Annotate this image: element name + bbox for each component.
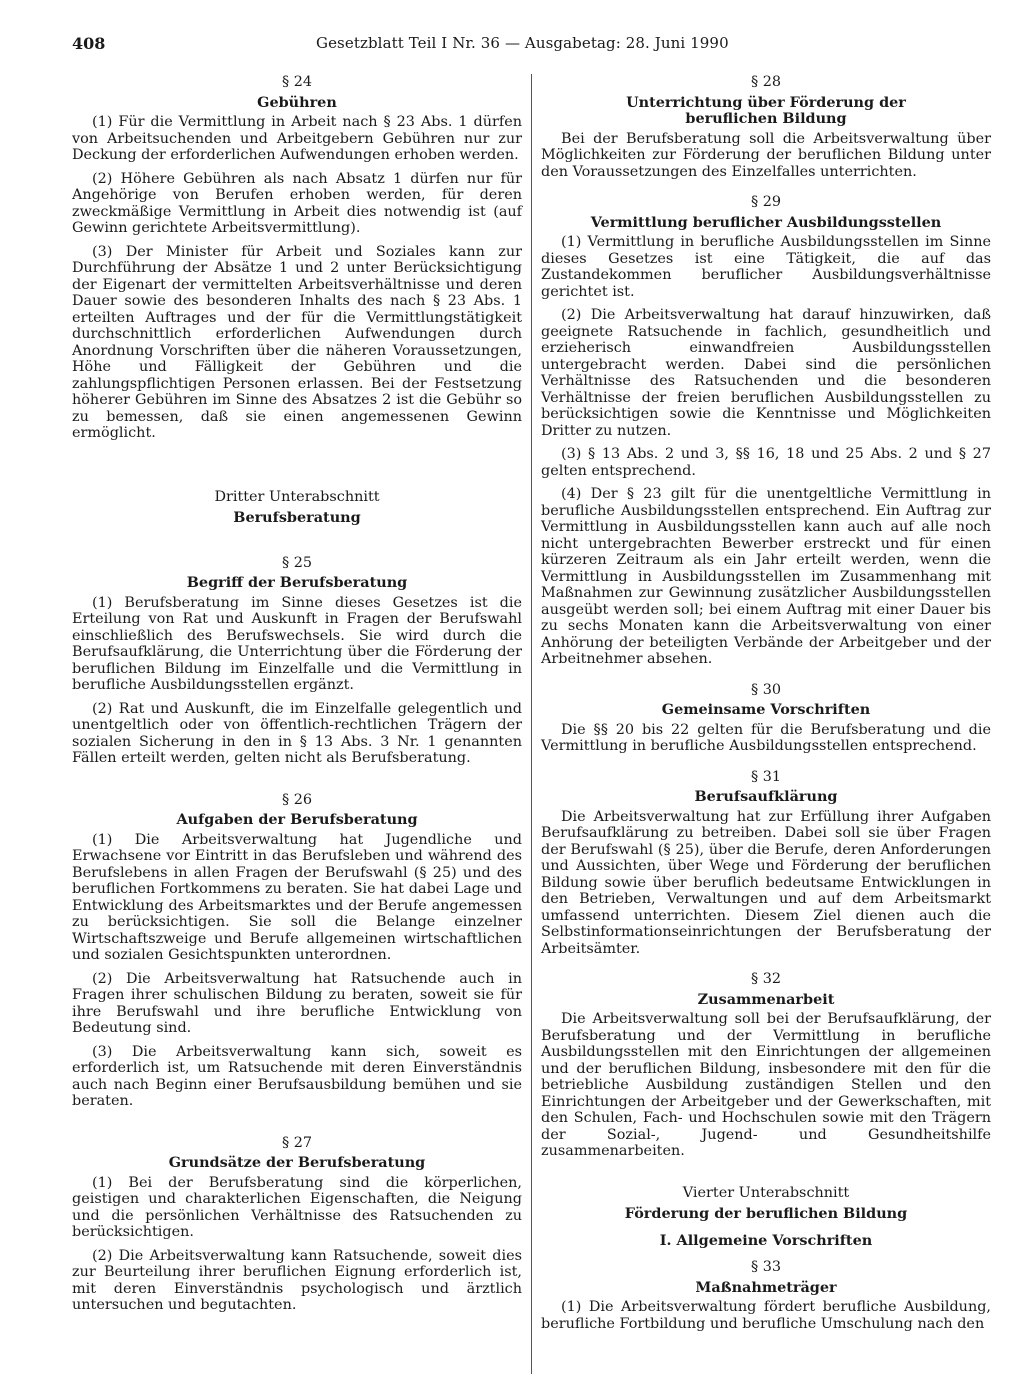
section-number: § 33 <box>750 1259 782 1275</box>
section-24 <box>72 74 522 442</box>
section-30 <box>541 682 991 755</box>
subsection-title: Berufsberatung <box>233 509 361 526</box>
section-number: § 30 <box>750 681 782 698</box>
paragraph: (1) Die Arbeitsverwaltung hat Jugendliche und Erwachsene vor Eintritt in das Berufsleben und während des Berufslebens in allen Fragen der Berufswahl (§ 25) und des beruflichen Fortkommens zu beraten. Sie hat dabei Lage und Entwicklung des Arbeitsmarktes und der Berufe angemessen zu berücksichtigen. Sie soll die Belange einzelner Wirtschaftszweige und Berufe allgemeinen wirtschaftlichen und sozialen Gesichtspunkten unterordnen. <box>72 831 522 963</box>
section-32 <box>541 971 991 1160</box>
subsection-label: Dritter Unterabschnitt <box>214 488 380 505</box>
subsection-heading-4 <box>541 1185 991 1250</box>
left-column <box>72 74 522 1321</box>
section-number: § 24 <box>281 74 313 90</box>
part-title: I. Allgemeine Vorschriften <box>659 1231 873 1249</box>
page-header <box>72 34 1012 56</box>
section-28 <box>541 74 991 180</box>
paragraph: (3) Die Arbeitsverwaltung kann sich, soweit es erforderlich ist, um Ratsuchende mit deren Einverständnis auch nach Beginn einer Berufsausbildung bemühen und sie beraten. <box>72 1043 522 1109</box>
section-27 <box>72 1135 522 1314</box>
section-title: Begriff der Berufsberatung <box>186 574 408 591</box>
paragraph: (1) Berufsberatung im Sinne dieses Gesetzes ist die Erteilung von Rat und Auskunft in Fragen der Berufswahl einschließlich des Berufswechsels. Sie wird durch die Berufsaufklärung, die Unterrichtung über die Förderung der beruflichen Bildung im Einzelfalle und die Vermittlung in berufliche Ausbildungsstellen ergänzt. <box>72 594 522 693</box>
section-25 <box>72 555 522 767</box>
right-column <box>541 74 991 1339</box>
section-number: § 28 <box>750 74 782 90</box>
paragraph: (1) Für die Vermittlung in Arbeit nach § 23 Abs. 1 dürfen von Arbeitsuchenden und Arbeitgebern Gebühren nur zur Deckung der erforderlichen Aufwendungen erhoben werden. <box>72 114 522 163</box>
section-29 <box>541 194 991 668</box>
section-number: § 25 <box>281 554 313 571</box>
section-31 <box>541 769 991 958</box>
paragraph: (1) Die Arbeitsverwaltung fördert berufliche Ausbildung, berufliche Fortbildung und berufliche Umschulung nach den <box>541 1299 991 1332</box>
section-title: Aufgaben der Berufsberatung <box>176 811 418 828</box>
paragraph: Die Arbeitsverwaltung hat zur Erfüllung ihrer Aufgaben Berufsaufklärung zu betreiben. Dabei soll sie über Fragen der Berufswahl (§ 25), über die Berufe, deren Anforderungen und Aussichten, über Wege und Förderung der beruflichen Bildung sowie über beruflich bedeutsame Entwicklungen in den Betrieben, Verwaltungen und auf dem Arbeitsmarkt umfassend unterrichten. Diesem Ziel dienen auch die Selbstinformationseinrichtungen der Berufsberatung der Arbeitsämter. <box>541 808 991 957</box>
paragraph: (2) Die Arbeitsverwaltung hat Ratsuchende auch in Fragen ihrer schulischen Bildung zu beraten, soweit sie für ihre Berufswahl und ihre berufliche Entwicklung von Bedeutung sind. <box>72 970 522 1036</box>
paragraph: (2) Die Arbeitsverwaltung hat darauf hinzuwirken, daß geeignete Ratsuchende in fachlich, gesundheitlich und erzieherisch einwandfreien Ausbildungsstellen untergebracht werden. Dabei sind die persönlichen Verhältnisse des Ratsuchenden und die besonderen Verhältnisse der freien beruflichen Ausbildungsstellen zu berücksichtigen sowie die Kenntnisse und Möglichkeiten Dritter zu nutzen. <box>541 307 991 439</box>
paragraph: (1) Bei der Berufsberatung sind die körperlichen, geistigen und charakterlichen Eigenschaften, die Neigung und die persönlichen Verhältnisse des Ratsuchenden zu berücksichtigen. <box>72 1174 522 1240</box>
section-title: Maßnahmeträger <box>695 1278 837 1296</box>
paragraph: Die Arbeitsverwaltung soll bei der Berufsaufklärung, der Berufsberatung und der Vermittlung in berufliche Ausbildungsstellen mit den Einrichtungen der allgemeinen und der beruflichen Bildung, insbesondere mit den für die betriebliche Ausbildung zuständigen Stellen und den Einrichtungen der Arbeitgeber und der Gewerkschaften, mit den Schulen, Fach- und Hochschulen sowie mit den Trägern der Sozial-, Jugend- und Gesundheitshilfe zusammenarbeiten. <box>541 1011 991 1159</box>
paragraph: (4) Der § 23 gilt für die unentgeltliche Vermittlung in berufliche Ausbildungsstellen entsprechend. Ein Auftrag zur Vermittlung in Ausbildungsstellen kann auch auf alle noch nicht untergebrachten Bewerber erstreckt und für einen kürzeren Zeitraum als ein Jahr erteilt werden, wenn die Vermittlung in Ausbildungsstellen im Zusammenhang mit Maßnahmen zur Gewinnung zusätzlicher Ausbildungsstellen ausgeübt werden soll; bei einem Auftrag mit einer Dauer bis zu sechs Monaten kann die Arbeitsverwaltung von einer Anhörung der beteiligten Verbände der Arbeitgeber und der Arbeitnehmer absehen. <box>541 486 991 667</box>
section-title: Gemeinsame Vorschriften <box>661 701 871 718</box>
section-number: § 32 <box>750 971 782 987</box>
paragraph: (1) Vermittlung in berufliche Ausbildungsstellen im Sinne dieses Gesetzes ist eine Tätigkeit, die auf das Zustandekommen beruflicher Ausbildungsverhältnisse gerichtet ist. <box>541 234 991 300</box>
section-title-line-1: Unterrichtung über Förderung der <box>626 93 906 111</box>
paragraph: (3) § 13 Abs. 2 und 3, §§ 16, 18 und 25 Abs. 2 und § 27 gelten entsprechend. <box>541 446 991 479</box>
section-33 <box>541 1259 991 1332</box>
section-title: Vermittlung beruflicher Ausbildungsstellen <box>590 213 942 231</box>
section-number: § 31 <box>750 768 782 785</box>
section-title: Zusammenarbeit <box>697 990 835 1008</box>
paragraph: (2) Höhere Gebühren als nach Absatz 1 dürfen nur für Angehörige von Berufen erhoben werden, für deren zweckmäßige Vermittlung in Arbeit dies notwendig ist (auf Gewinn gerichtete Arbeitsvermittlung). <box>72 170 522 236</box>
section-number: § 27 <box>281 1134 313 1151</box>
section-title: Berufsaufklärung <box>694 788 838 805</box>
subsection-heading-3 <box>72 489 522 527</box>
subsection-title: Förderung der beruflichen Bildung <box>624 1205 908 1222</box>
section-number: § 29 <box>750 194 782 210</box>
section-26 <box>72 792 522 1110</box>
paragraph: (2) Rat und Auskunft, die im Einzelfalle gelegentlich und unentgeltlich oder von öffentlich-rechtlichen Trägern der sozialen Sicherung in den in § 13 Abs. 3 Nr. 1 genannten Fällen erteilt werden, gelten nicht als Berufsberatung. <box>72 700 522 766</box>
subsection-label: Vierter Unterabschnitt <box>682 1184 850 1201</box>
section-title: Grundsätze der Berufsberatung <box>168 1154 426 1171</box>
paragraph: Die §§ 20 bis 22 gelten für die Berufsberatung und die Vermittlung in berufliche Ausbildungsstellen entsprechend. <box>541 721 991 754</box>
section-title: Gebühren <box>257 93 337 111</box>
gazette-title: Gesetzblatt Teil I Nr. 36 — Ausgabetag: 28. Juni 1990 <box>316 34 729 52</box>
column-divider <box>531 74 532 1374</box>
section-title-line-2: beruflichen Bildung <box>685 110 847 127</box>
paragraph: (2) Die Arbeitsverwaltung kann Ratsuchende, soweit dies zur Beurteilung ihrer beruflichen Eignung erforderlich ist, mit deren Einverständnis psychologisch und ärztlich untersuchen und begutachten. <box>72 1247 522 1313</box>
paragraph: (3) Der Minister für Arbeit und Soziales kann zur Durchführung der Absätze 1 und 2 unter Berücksichtigung der Eigenart der vermittelten Arbeitsverhältnisse und deren Dauer sowie des besonderen Inhalts des nach § 23 Abs. 1 erteilten Auftrages und der für die Vermittlungstätigkeit durchschnittlich erforderlichen Aufwendungen durch Anordnung Vorschriften über die näheren Voraussetzungen, Höhe und Fälligkeit der Gebühren und die zahlungspflichtigen Personen erlassen. Bei der Festsetzung höherer Gebühren im Sinne des Absatzes 2 ist die Gebühr so zu bemessen, daß sie einen angemessenen Gewinn ermöglicht. <box>72 243 522 441</box>
page-number: 408 <box>72 34 106 53</box>
section-number: § 26 <box>281 791 313 808</box>
paragraph: Bei der Berufsberatung soll die Arbeitsverwaltung über Möglichkeiten zur Förderung der beruflichen Bildung unter den Voraussetzungen des Einzelfalles unterrichten. <box>541 130 991 180</box>
